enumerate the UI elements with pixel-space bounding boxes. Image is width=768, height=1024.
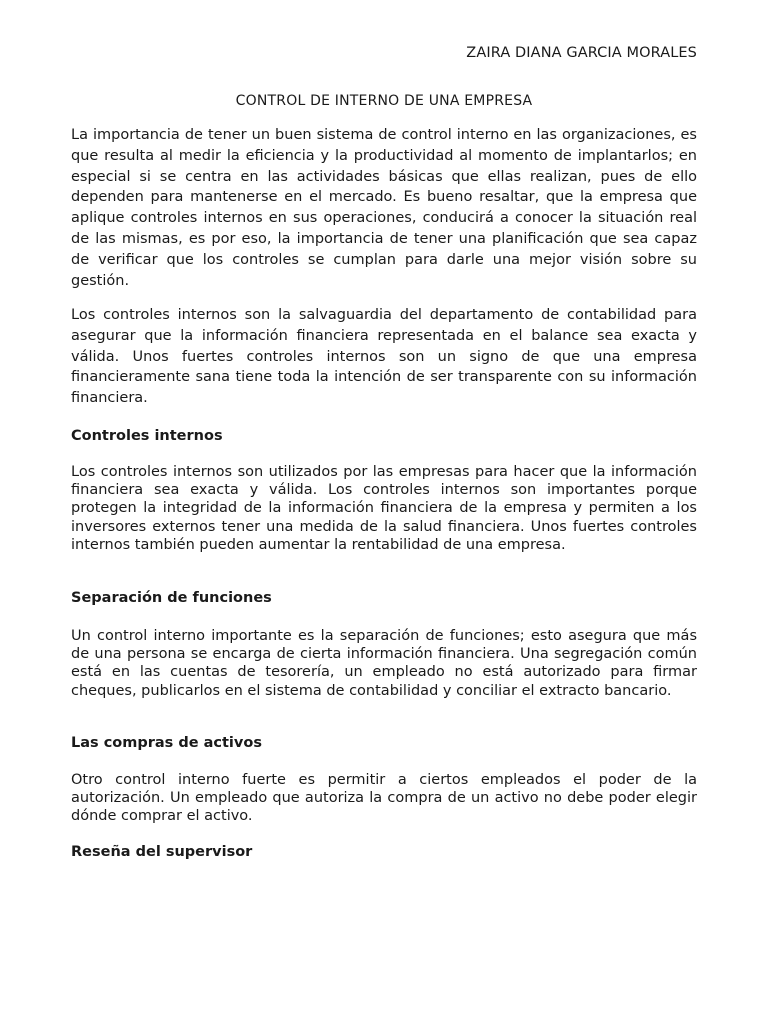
document-title: CONTROL DE INTERNO DE UNA EMPRESA [235,93,533,109]
paragraph-compras-activos: Otro control interno fuerte es permitir a ciertos empleados el poder de la autorización. Un empleado que autoriza la compra de un activo no debe poder elegir dónde comprar el activo. [71,772,697,825]
heading-resena-supervisor: Reseña del supervisor [71,844,253,860]
heading-separacion-funciones: Separación de funciones [71,590,272,606]
paragraph-separacion-funciones: Un control interno importante es la separación de funciones; esto asegura que más de una persona se encarga de cierta información financiera. Una segregación común está en las cuentas de tesorería, un empleado no está autorizado para firmar cheques, publicarlos en el sistema de contabilidad y conciliar el extracto bancario. [71,628,697,699]
heading-compras-activos: Las compras de activos [71,735,262,751]
author-name: ZAIRA DIANA GARCIA MORALES [466,45,697,61]
paragraph-safeguard: Los controles internos son la salvaguardia del departamento de contabilidad para asegurar que la información financiera representada en el balance sea exacta y válida. Unos fuertes controles internos son un signo de que una empresa financieramente sana tiene toda la intención de ser transparente con su información financiera. [71,307,697,407]
heading-controles-internos: Controles internos [71,428,223,444]
paragraph-intro: La importancia de tener un buen sistema de control interno en las organizaciones, es que resulta al medir la eficiencia y la productividad al momento de implantarlos; en especial si se centra en las actividades básicas que ellas realizan, pues de ello dependen para mantenerse en el mercado. Es bueno resaltar, que la empresa que aplique controles internos en sus operaciones, conducirá a conocer la situación real de las mismas, es por eso, la importancia de tener una planificación que sea capaz de verificar que los controles se cumplan para darle una mejor visión sobre su gestión. [71,127,697,289]
paragraph-controles-internos: Los controles internos son utilizados por las empresas para hacer que la información financiera sea exacta y válida. Los controles internos son importantes porque protegen la integridad de la información financiera de la empresa y permiten a los inversores externos tener una medida de la salud financiera. Unos fuertes controles internos también pueden aumentar la rentabilidad de una empresa. [71,464,697,553]
